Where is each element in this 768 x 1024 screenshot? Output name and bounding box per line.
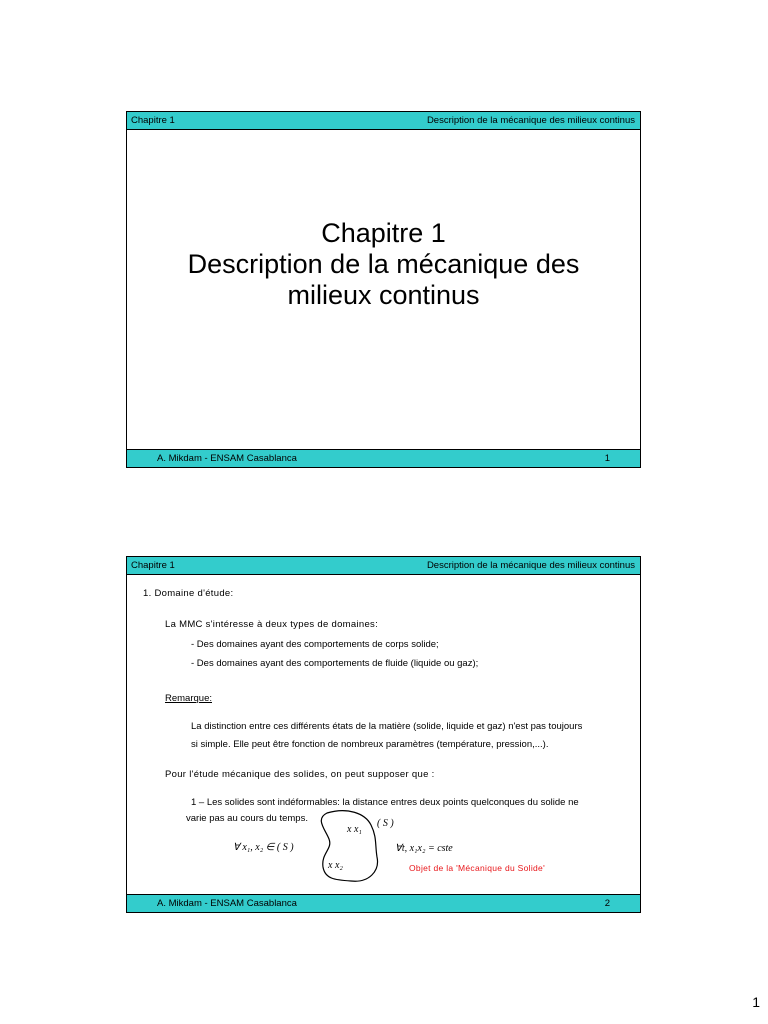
- slide-1: [126, 111, 641, 468]
- slide-number: 1: [604, 453, 610, 464]
- list-item: - Des domaines ayant des comportements de fluide (liquide ou gaz);: [191, 658, 479, 669]
- study-text: Pour l'étude mécanique des solides, on peut supposer que :: [165, 769, 435, 780]
- equation-right: ∀t, x₁x₂ = cste: [395, 843, 453, 854]
- list-item: - Des domaines ayant des comportements de corps solide;: [191, 639, 439, 650]
- header-title: Description de la mécanique des milieux continus: [426, 115, 635, 126]
- slide-title: [127, 218, 640, 311]
- hypothesis-line-1: 1 – Les solides sont indéformables: la distance entres deux points quelconques du solide ne: [191, 797, 579, 808]
- footer-author: A. Mikdam - ENSAM Casablanca: [157, 898, 297, 909]
- slide-header: [127, 112, 640, 130]
- remark-label: Remarque:: [165, 693, 212, 704]
- slide-number: 2: [604, 898, 610, 909]
- slide-2: [126, 556, 641, 913]
- title-line-1: Chapitre 1: [321, 218, 446, 248]
- remark-line-1: La distinction entre ces différents états de la matière (solide, liquide et gaz) n'est pas toujours: [191, 721, 583, 732]
- intro-text: La MMC s'intéresse à deux types de domaines:: [165, 619, 379, 630]
- header-title: Description de la mécanique des milieux continus: [426, 560, 635, 571]
- header-chapter: Chapitre 1: [131, 560, 175, 571]
- section-heading: 1. Domaine d'étude:: [143, 588, 234, 599]
- remark-line-2: si simple. Elle peut être fonction de nombreux paramètres (température, pression,...).: [191, 739, 549, 750]
- page-number: 1: [752, 994, 760, 1010]
- equation-left: ∀ x₁, x₂ ∈ ( S ): [233, 842, 294, 853]
- title-line-3: milieux continus: [287, 280, 480, 310]
- set-label: ( S ): [377, 818, 394, 829]
- point-x1: x x₁: [347, 824, 362, 835]
- slide-header: [127, 557, 640, 575]
- hypothesis-line-2: varie pas au cours du temps.: [186, 813, 308, 824]
- header-chapter: Chapitre 1: [131, 115, 175, 126]
- footer-author: A. Mikdam - ENSAM Casablanca: [157, 453, 297, 464]
- point-x2: x x₂: [328, 860, 343, 871]
- slide-footer: [127, 449, 640, 467]
- object-label: Objet de la 'Mécanique du Solide': [409, 863, 546, 873]
- slide-footer: [127, 894, 640, 912]
- title-line-2: Description de la mécanique des: [187, 249, 580, 279]
